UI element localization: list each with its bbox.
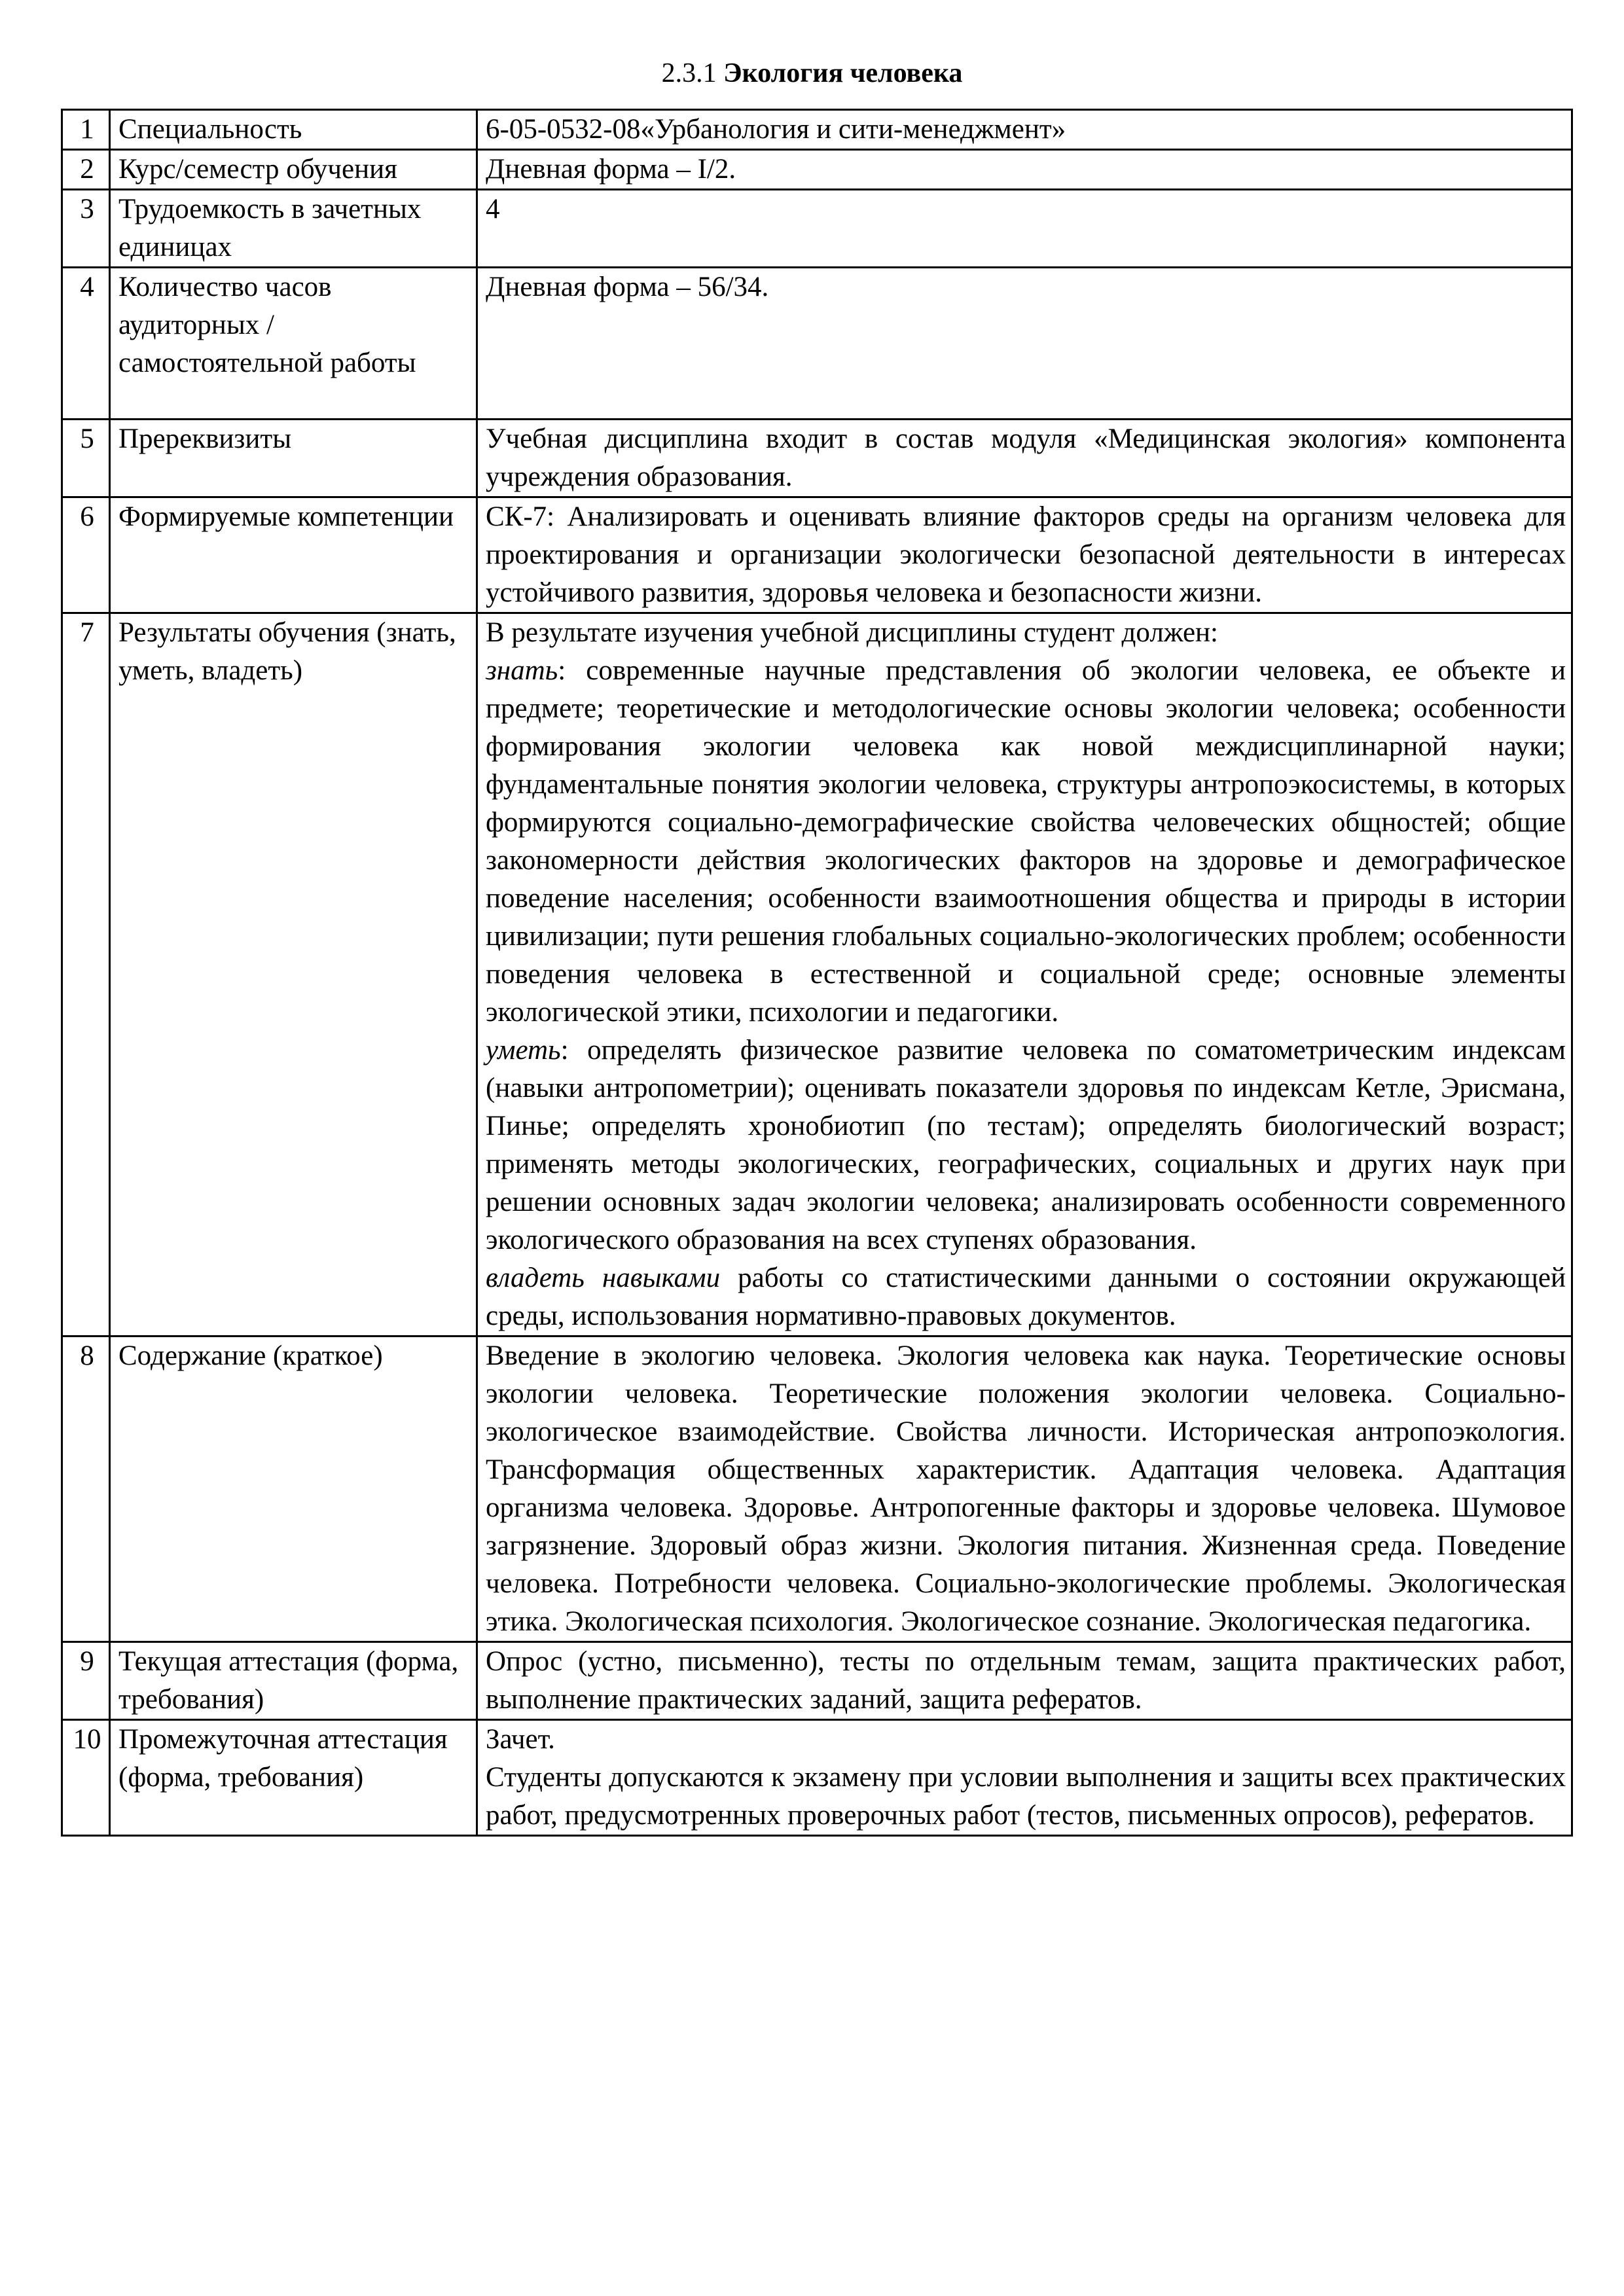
table-row	[62, 268, 1572, 420]
row-number: 1	[62, 110, 110, 150]
row-number: 2	[62, 150, 110, 190]
section-name: Экология человека	[723, 58, 963, 88]
table-row	[62, 420, 1572, 497]
table-row	[62, 1720, 1572, 1836]
row-label: Трудоемкость в зачетных единицах	[110, 190, 477, 268]
own-text: работы со статистическими данными о состоянии окружающей среды, использования нормативно-правовых документов.	[486, 1263, 1566, 1331]
row-number: 6	[62, 497, 110, 613]
row-number: 8	[62, 1336, 110, 1642]
know-key: знать	[486, 655, 558, 686]
own-key: владеть навыками	[486, 1263, 721, 1293]
row-value: СК-7: Анализировать и оценивать влияние факторов среды на организм человека для проектирования и организации экологически безопасной деятельности в интересах устойчивого развития, здоровья человека и безопасности жизни.	[477, 497, 1572, 613]
table-row	[62, 190, 1572, 268]
row-value: 4	[477, 190, 1572, 268]
table-row	[62, 613, 1572, 1336]
row-number: 10	[62, 1720, 110, 1836]
row-label: Текущая аттестация (форма, требования)	[110, 1642, 477, 1720]
row-number: 4	[62, 268, 110, 420]
row-number: 5	[62, 420, 110, 497]
row-label: Пререквизиты	[110, 420, 477, 497]
learning-outcomes-own	[486, 1259, 1566, 1335]
row-value: Опрос (устно, письменно), тесты по отдельным темам, защита практических работ, выполнение практических заданий, защита рефератов.	[477, 1642, 1572, 1720]
row-value: Дневная форма – I/2.	[477, 150, 1572, 190]
attestation-requirements: Студенты допускаются к экзамену при условии выполнения и защиты всех практических работ, предусмотренных проверочных работ (тестов, письменных опросов), рефератов.	[486, 1762, 1566, 1831]
row-label: Формируемые компетенции	[110, 497, 477, 613]
table-row	[62, 497, 1572, 613]
row-value	[477, 1720, 1572, 1836]
table-row	[62, 1642, 1572, 1720]
row-value: Дневная форма – 56/34.	[477, 268, 1572, 420]
row-number: 7	[62, 613, 110, 1336]
learning-outcomes-know	[486, 652, 1566, 1031]
row-label: Результаты обучения (знать, уметь, владеть)	[110, 613, 477, 1336]
document-title	[0, 55, 1624, 92]
row-value: Учебная дисциплина входит в состав модуля «Медицинская экология» компонента учреждения образования.	[477, 420, 1572, 497]
know-text: : современные научные представления об экологии человека, ее объекте и предмете; теоретические и методологические основы экологии человека; особенности формирования экологии человека как новой междисциплинарной науки; фундаментальные понятия экологии человека, структуры антропоэкосистемы, в которых формируются социально-демографические свойства человеческих общностей; общие закономерности действия экологических факторов на здоровье и демографическое поведение населения; особенности взаимоотношения общества и природы в истории цивилизации; пути решения глобальных социально-экологических проблем; особенности поведения человека в естественной и социальной среде; основные элементы экологической этики, психологии и педагогики.	[486, 655, 1566, 1028]
table-row	[62, 150, 1572, 190]
can-key: уметь	[486, 1035, 561, 1066]
row-value: Введение в экологию человека. Экология человека как наука. Теоретические основы экологии человека. Теоретические положения экологии человека. Социально-экологическое взаимодействие. Свойства личности. Историческая антропоэкология. Трансформация общественных характеристик. Адаптация человека. Адаптация организма человека. Здоровье. Антропогенные факторы и здоровье человека. Шумовое загрязнение. Здоровый образ жизни. Экология питания. Жизненная среда. Поведение человека. Потребности человека. Социально-экологические проблемы. Экологическая этика. Экологическая психология. Экологическое сознание. Экологическая педагогика.	[477, 1336, 1572, 1642]
row-value: 6-05-0532-08«Урбанология и сити-менеджмент»	[477, 110, 1572, 150]
row-label: Специальность	[110, 110, 477, 150]
row-label: Содержание (краткое)	[110, 1336, 477, 1642]
table-row	[62, 1336, 1572, 1642]
table-row	[62, 110, 1572, 150]
row-value	[477, 613, 1572, 1336]
row-label: Курс/семестр обучения	[110, 150, 477, 190]
row-number: 9	[62, 1642, 110, 1720]
row-number: 3	[62, 190, 110, 268]
course-info-table	[61, 109, 1573, 1837]
can-text: : определять физическое развитие человека по соматометрическим индексам (навыки антропометрии); оценивать показатели здоровья по индексам Кетле, Эрисмана, Пинье; определять хронобиотип (по тестам); определять биологический возраст; применять методы экологических, географических, социальных и других наук при решении основных задач экологии человека; анализировать особенности современного экологического образования на всех ступенях образования.	[486, 1035, 1566, 1255]
attestation-form: Зачет.	[486, 1724, 555, 1755]
learning-outcomes-intro: В результате изучения учебной дисциплины студент должен:	[486, 617, 1219, 648]
row-label: Количество часов аудиторных / самостоятельной работы	[110, 268, 477, 420]
row-label: Промежуточная аттестация (форма, требования)	[110, 1720, 477, 1836]
learning-outcomes-can	[486, 1031, 1566, 1259]
section-number: 2.3.1	[661, 58, 717, 88]
